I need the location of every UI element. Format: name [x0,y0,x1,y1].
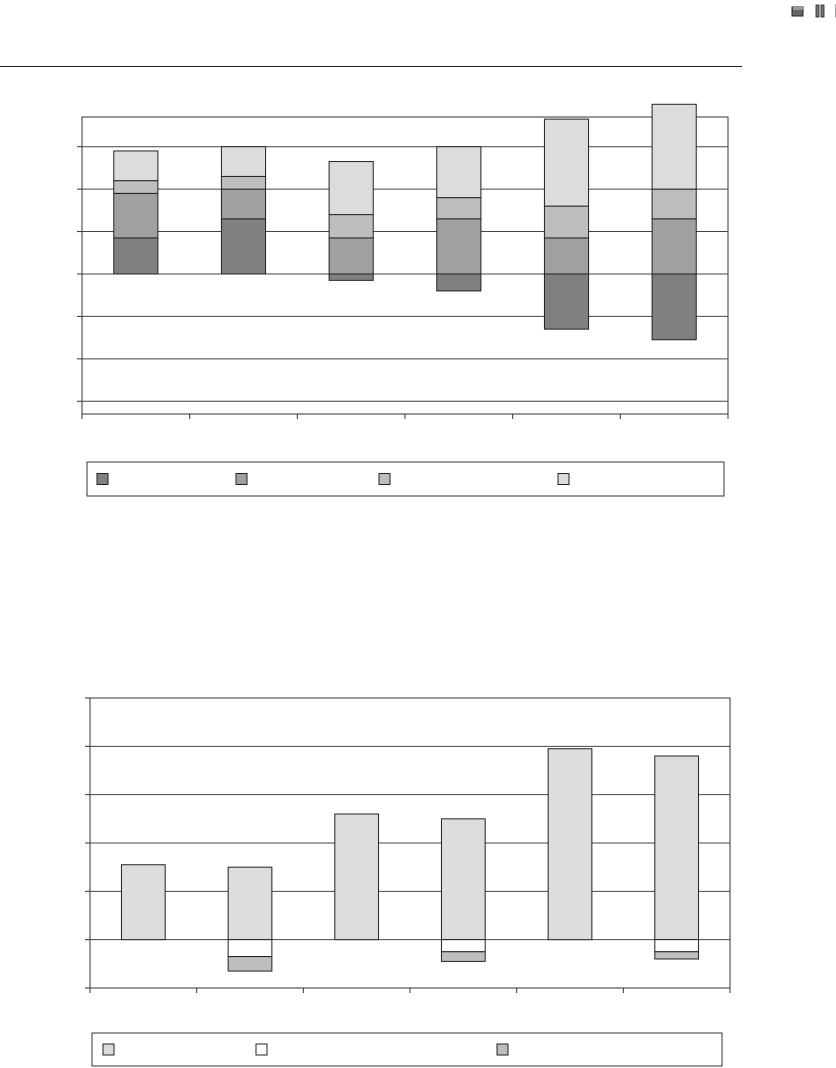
legend-swatch-series-1 [103,1044,114,1055]
plot-area [82,117,728,414]
bar-segment-5-series-3 [544,206,588,238]
legend-box [87,462,724,496]
bar-segment-6-series-4 [652,104,696,189]
play-icon[interactable] [832,3,836,19]
bar-segment-2-series-1 [228,867,272,940]
bar-segment-3-series-3 [329,215,373,238]
bar-segment-6-series-2 [652,219,696,274]
bar-segment-4-series-1 [441,819,485,940]
bar-segment-2-series-3 [228,957,272,972]
bar-segment-3-series-1 [335,814,379,940]
bar-segment-3-series-1 [329,274,373,280]
bar-segment-4-series-3 [441,952,485,962]
bar-segment-1-series-1 [114,238,158,274]
bar-segment-5-series-1 [544,274,588,329]
bar-segment-2-series-3 [221,176,265,189]
bar-segment-3-series-2 [329,238,373,274]
bar-segment-1-series-1 [121,865,165,940]
legend-swatch-series-1 [97,474,108,485]
bar-segment-6-series-3 [652,189,696,219]
bar-segment-4-series-4 [437,147,481,198]
bar-segment-3-series-4 [329,162,373,215]
legend-swatch-series-2 [256,1044,267,1055]
legend-swatch-series-3 [497,1044,508,1055]
legend-swatch-series-2 [236,474,247,485]
stacked-bar-chart-1 [0,100,836,510]
bar-segment-4-series-3 [437,198,481,219]
pause-icon[interactable] [812,3,828,19]
bar-segment-5-series-2 [544,238,588,274]
bar-segment-4-series-2 [437,219,481,274]
legend-box [92,1033,722,1066]
stop-icon[interactable] [790,3,806,19]
bar-segment-4-series-1 [437,274,481,291]
playback-toolbar [736,0,836,24]
bar-segment-2-series-1 [221,219,265,274]
stacked-bar-chart-2 [0,690,836,1068]
legend-swatch-series-3 [379,474,390,485]
bar-segment-1-series-4 [114,151,158,181]
bar-segment-6-series-2 [655,940,699,952]
bar-segment-2-series-2 [228,940,272,957]
bar-segment-4-series-2 [441,940,485,952]
bar-segment-5-series-1 [548,749,592,940]
legend-swatch-series-4 [558,474,569,485]
bar-segment-2-series-4 [221,147,265,177]
bar-segment-2-series-2 [221,189,265,219]
bar-segment-5-series-4 [544,119,588,206]
bar-segment-6-series-3 [655,952,699,959]
header-divider [0,66,742,67]
bar-segment-1-series-3 [114,181,158,194]
bar-segment-6-series-1 [655,756,699,940]
bar-segment-1-series-2 [114,193,158,238]
bar-segment-6-series-1 [652,274,696,340]
